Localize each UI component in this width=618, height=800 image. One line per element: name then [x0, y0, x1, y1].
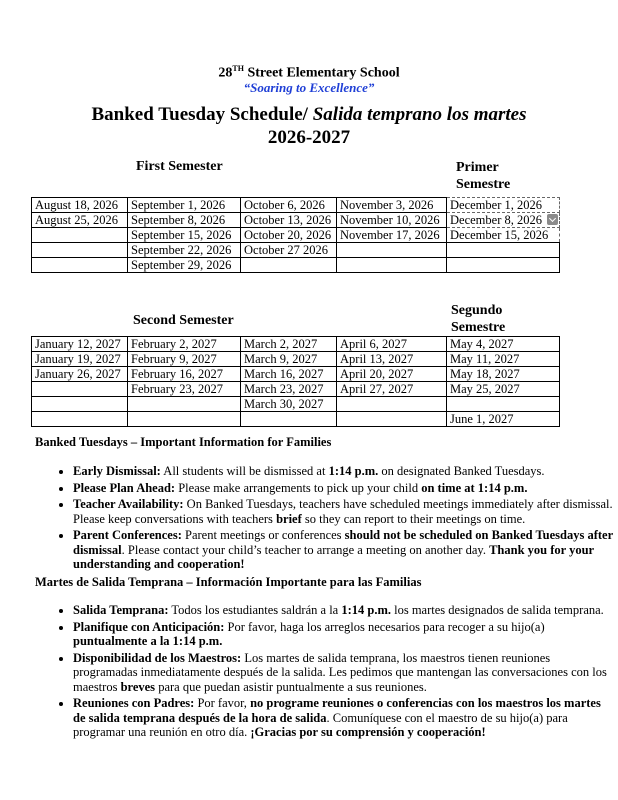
date-cell: February 16, 2027	[128, 367, 241, 382]
list-item: • Early Dismissal: All students will be dismissed at 1:14 p.m. on designated Banked Tuesdays.	[73, 464, 613, 479]
date-cell	[128, 397, 241, 412]
date-cell	[447, 258, 560, 273]
date-cell	[447, 397, 560, 412]
date-cell[interactable]: December 1, 2026	[447, 198, 560, 213]
date-cell[interactable]: December 15, 2026	[447, 228, 560, 243]
date-cell	[337, 243, 447, 258]
date-cell	[447, 243, 560, 258]
date-cell: September 29, 2026	[128, 258, 241, 273]
date-cell: October 6, 2026	[241, 198, 337, 213]
date-cell: March 30, 2027	[241, 397, 337, 412]
date-cell	[128, 412, 241, 427]
list-item: • Reuniones con Padres: Por favor, no programe reuniones o conferencias con los maestros los martes de salida temprana después de la hora de salida. Comuníquese con el maestro de su hijo(a) para programar una reunión en otro día. ¡Gracias por su comprensión y cooperación!	[73, 696, 613, 740]
page-title: Banked Tuesday Schedule/ Salida temprano los martes	[91, 104, 527, 125]
table-row	[32, 198, 560, 213]
school-name: 28TH Street Elementary School	[218, 64, 400, 81]
date-cell	[241, 412, 337, 427]
date-cell: April 6, 2027	[337, 337, 447, 352]
english-info-heading: Banked Tuesdays – Important Information for Families	[35, 435, 332, 449]
date-cell: February 9, 2027	[128, 352, 241, 367]
date-cell: April 20, 2027	[337, 367, 447, 382]
table-row	[32, 412, 560, 427]
table-row	[32, 243, 560, 258]
date-cell: April 27, 2027	[337, 382, 447, 397]
table-row	[32, 382, 560, 397]
date-cell: November 10, 2026	[337, 213, 447, 228]
chevron-down-icon[interactable]	[547, 214, 558, 225]
list-item: • Salida Temprana: Todos los estudiantes saldrán a la 1:14 p.m. los martes designados de salida temprana.	[73, 603, 613, 618]
date-cell: March 9, 2027	[241, 352, 337, 367]
date-cell: May 4, 2027	[447, 337, 560, 352]
date-cell: February 2, 2027	[128, 337, 241, 352]
date-cell: October 20, 2026	[241, 228, 337, 243]
date-cell: May 11, 2027	[447, 352, 560, 367]
date-cell	[32, 382, 128, 397]
school-year: 2026-2027	[267, 127, 351, 148]
list-item: • Parent Conferences: Parent meetings or conferences should not be scheduled on Banked Tuesdays after dismissal. Please contact your child’s teacher to arrange a meeting on another day. Thank you for your understanding and cooperation!	[73, 528, 613, 572]
table-row	[32, 258, 560, 273]
date-cell	[337, 258, 447, 273]
date-cell: April 13, 2027	[337, 352, 447, 367]
date-cell	[32, 228, 128, 243]
date-cell: March 16, 2027	[241, 367, 337, 382]
second-semester-label: Second Semester	[133, 313, 234, 328]
date-cell: October 13, 2026	[241, 213, 337, 228]
date-cell: August 18, 2026	[32, 198, 128, 213]
date-cell	[32, 243, 128, 258]
spanish-info-heading: Martes de Salida Temprana – Información Importante para las Familias	[35, 575, 422, 589]
date-cell	[32, 397, 128, 412]
date-cell: March 2, 2027	[241, 337, 337, 352]
table-row	[32, 397, 560, 412]
list-item: • Please Plan Ahead: Please make arrangements to pick up your child on time at 1:14 p.m.	[73, 481, 613, 496]
date-cell: May 25, 2027	[447, 382, 560, 397]
date-cell: October 27 2026	[241, 243, 337, 258]
list-item: • Teacher Availability: On Banked Tuesdays, teachers have scheduled meetings immediately after dismissal. Please keep conversations with teachers brief so they can report to their meetings on time.	[73, 497, 613, 526]
date-cell: May 18, 2027	[447, 367, 560, 382]
list-item: • Disponibilidad de los Maestros: Los martes de salida temprana, los maestros tienen reuniones programadas inmediatamente después de la salida. Les pedimos que mantengan las conversaciones con los maestros breves para que puedan asistir puntualmente a sus reuniones.	[73, 651, 613, 695]
english-info-list	[33, 464, 613, 574]
table-row	[32, 213, 560, 228]
school-motto: “Soaring to Excellence”	[243, 80, 375, 95]
date-cell: September 1, 2026	[128, 198, 241, 213]
second-semester-table	[31, 336, 560, 427]
date-cell: November 17, 2026	[337, 228, 447, 243]
date-cell: June 1, 2027	[447, 412, 560, 427]
table-row	[32, 337, 560, 352]
primer-semestre-label: Primer Semestre	[456, 160, 511, 192]
date-cell: November 3, 2026	[337, 198, 447, 213]
date-cell: March 23, 2027	[241, 382, 337, 397]
date-cell: February 23, 2027	[128, 382, 241, 397]
table-row	[32, 367, 560, 382]
date-cell: January 12, 2027	[32, 337, 128, 352]
date-cell[interactable]: December 8, 2026	[447, 213, 560, 228]
date-cell: September 22, 2026	[128, 243, 241, 258]
date-cell: August 25, 2026	[32, 213, 128, 228]
spanish-info-list	[33, 603, 613, 742]
date-cell: January 26, 2027	[32, 367, 128, 382]
table-row	[32, 228, 560, 243]
date-cell	[32, 412, 128, 427]
first-semester-table	[31, 197, 560, 273]
list-item: • Planifique con Anticipación: Por favor, haga los arreglos necesarios para recoger a su hijo(a) puntualmente a la 1:14 p.m.	[73, 620, 613, 649]
date-cell	[337, 412, 447, 427]
table-row	[32, 352, 560, 367]
date-cell: September 8, 2026	[128, 213, 241, 228]
date-cell: September 15, 2026	[128, 228, 241, 243]
segundo-semestre-label: Segundo Semestre	[451, 303, 506, 335]
date-cell	[241, 258, 337, 273]
date-cell	[32, 258, 128, 273]
date-cell: January 19, 2027	[32, 352, 128, 367]
first-semester-label: First Semester	[136, 159, 223, 174]
date-cell	[337, 397, 447, 412]
